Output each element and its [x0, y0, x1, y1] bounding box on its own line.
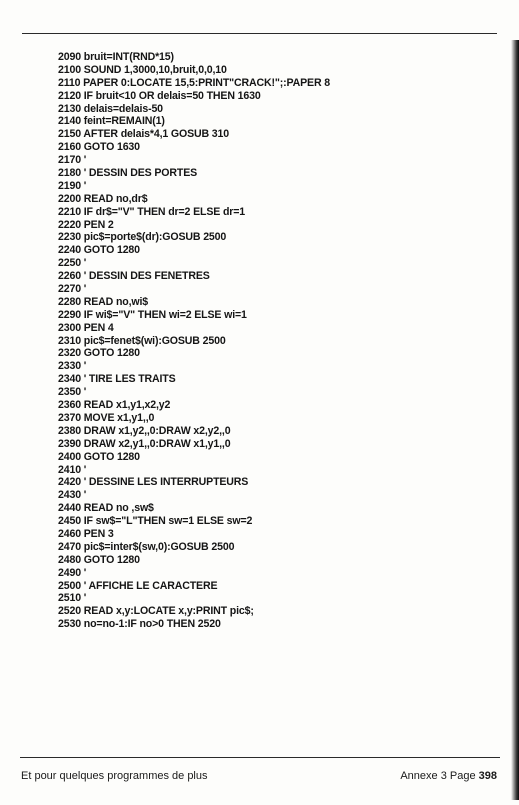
code-line: 2420 ' DESSINE LES INTERRUPTEURS [58, 476, 249, 489]
code-line: 2090 bruit=INT(RND*15) [58, 51, 174, 63]
code-line: 2160 GOTO 1630 [58, 141, 140, 154]
code-line: 2330 ' [58, 360, 87, 373]
page-edge-shadow [511, 40, 519, 800]
basic-listing [58, 51, 498, 631]
code-line: 2500 ' AFFICHE LE CARACTERE [58, 579, 218, 592]
footer-section-label: Annexe 3 Page [400, 770, 476, 782]
code-line: 2220 PEN 2 [58, 218, 114, 231]
code-line: 2120 IF bruit<10 OR delais=50 THEN 1630 [58, 89, 261, 102]
code-line: 2350 ' [58, 386, 87, 399]
code-line: 2100 SOUND 1,3000,10,bruit,0,0,10 [58, 63, 227, 76]
code-line: 2270 ' [58, 283, 87, 296]
code-line: 2110 PAPER 0:LOCATE 15,5:PRINT"CRACK!";:PAPER 8 [58, 76, 331, 89]
code-line: 2130 delais=delais-50 [58, 102, 163, 115]
footer-book-title: Et pour quelques programmes de plus [21, 770, 208, 782]
code-line: 2400 GOTO 1280 [58, 450, 140, 463]
code-line: 2470 pic$=inter$(sw,0):GOSUB 2500 [58, 540, 235, 553]
code-line: 2170 ' [58, 154, 87, 167]
code-line: 2440 READ no ,sw$ [58, 502, 154, 515]
bottom-rule [20, 757, 500, 758]
code-line: 2140 feint=REMAIN(1) [58, 115, 165, 128]
code-line: 2340 ' TIRE LES TRAITS [58, 373, 176, 386]
code-line: 2490 ' [58, 566, 87, 579]
top-rule [22, 33, 497, 34]
code-line: 2360 READ x1,y1,x2,y2 [58, 399, 171, 412]
code-line: 2290 IF wi$="V" THEN wi=2 ELSE wi=1 [58, 308, 247, 321]
code-line: 2150 AFTER delais*4,1 GOSUB 310 [58, 128, 230, 141]
code-line: 2260 ' DESSIN DES FENETRES [58, 270, 210, 283]
code-line: 2180 ' DESSIN DES PORTES [58, 167, 198, 180]
code-line: 2480 GOTO 1280 [58, 553, 140, 566]
code-line: 2300 PEN 4 [58, 321, 114, 334]
code-line: 2320 GOTO 1280 [58, 347, 140, 360]
code-line: 2370 MOVE x1,y1,,0 [58, 411, 155, 424]
footer-page-info [400, 770, 497, 782]
code-line: 2240 GOTO 1280 [58, 244, 140, 257]
code-line: 2430 ' [58, 489, 87, 502]
code-line: 2520 READ x,y:LOCATE x,y:PRINT pic$; [58, 605, 254, 618]
code-line: 2210 IF dr$="V" THEN dr=2 ELSE dr=1 [58, 205, 246, 218]
code-line: 2230 pic$=porte$(dr):GOSUB 2500 [58, 231, 227, 244]
code-line: 2390 DRAW x2,y1,,0:DRAW x1,y1,,0 [58, 437, 231, 450]
code-line: 2530 no=no-1:IF no>0 THEN 2520 [58, 618, 221, 631]
code-line: 2190 ' [58, 179, 87, 192]
code-line: 2410 ' [58, 463, 87, 476]
code-line: 2200 READ no,dr$ [58, 192, 148, 205]
code-line: 2280 READ no,wi$ [58, 295, 149, 308]
code-line: 2510 ' [58, 592, 87, 605]
code-line: 2380 DRAW x1,y2,,0:DRAW x2,y2,,0 [58, 424, 231, 437]
footer-page-number: 398 [478, 770, 497, 782]
code-line: 2250 ' [58, 257, 87, 270]
code-line: 2310 pic$=fenet$(wi):GOSUB 2500 [58, 334, 226, 347]
code-line: 2460 PEN 3 [58, 527, 114, 540]
code-line: 2450 IF sw$="L"THEN sw=1 ELSE sw=2 [58, 515, 253, 528]
